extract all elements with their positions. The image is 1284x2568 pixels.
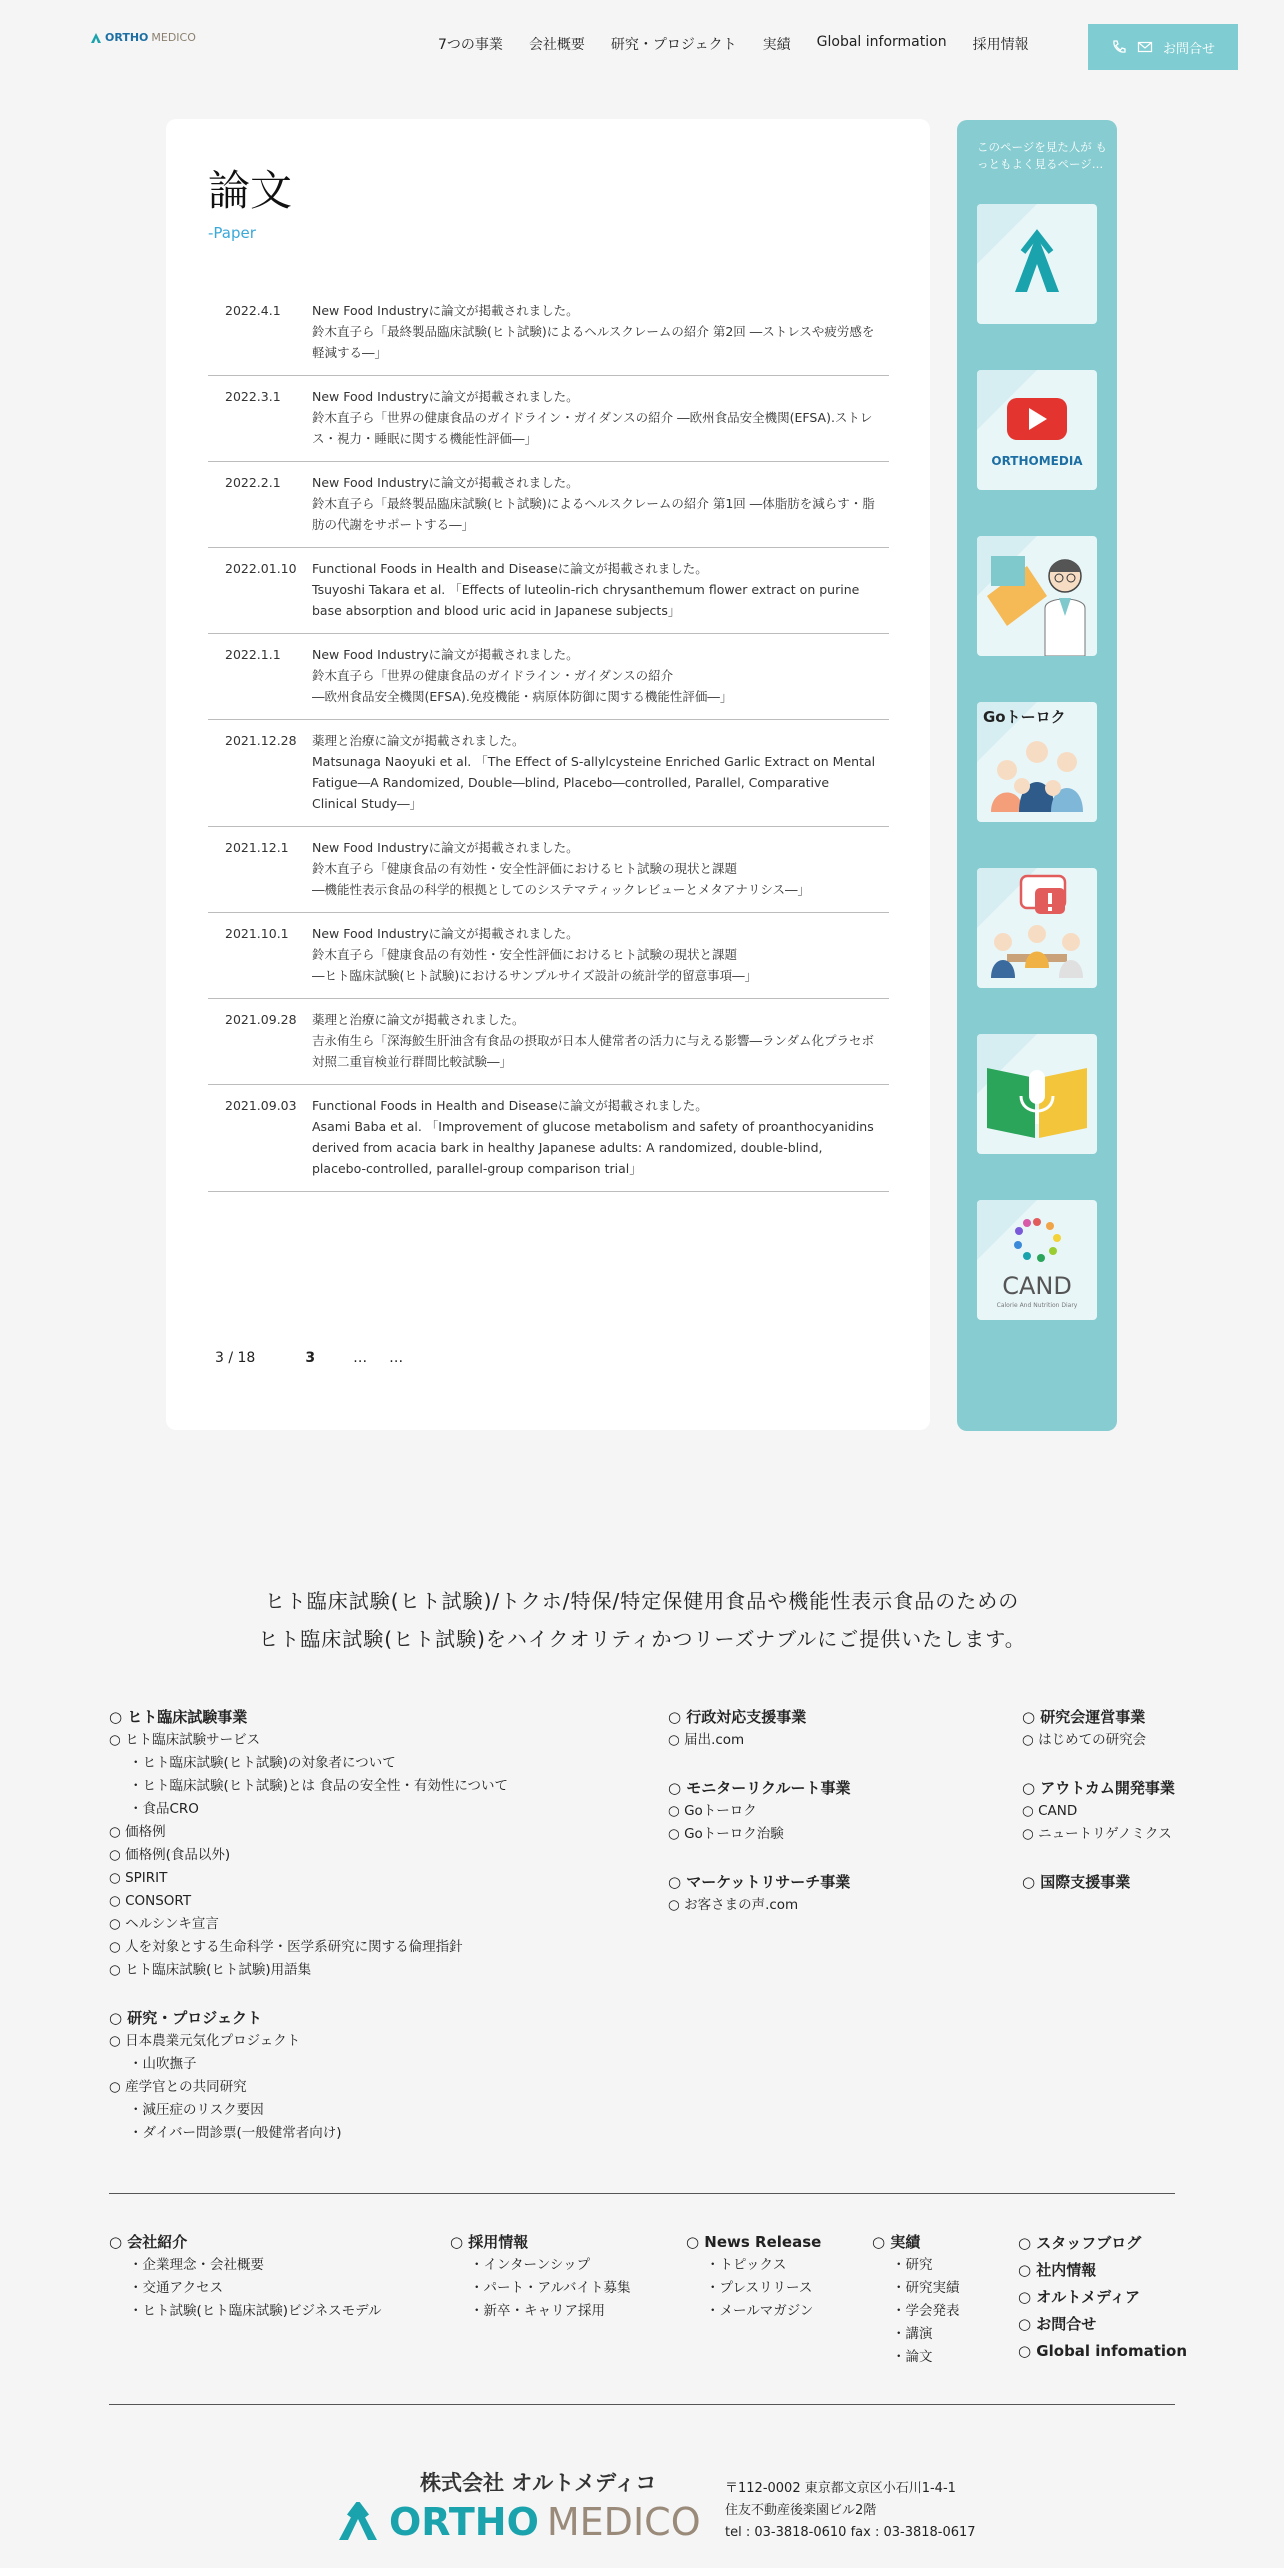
paper-date: 2022.3.1	[225, 389, 281, 404]
paper-line: 薬理と治療に論文が掲載されました。	[312, 733, 525, 748]
paper-line: Functional Foods in Health and Diseaseに論文が掲載されました。	[312, 1098, 708, 1113]
sitemap-link[interactable]: ○ CONSORT	[109, 1893, 192, 1909]
sitemap-heading[interactable]: ○ 研究会運営事業	[1022, 1708, 1146, 1726]
sitemap-link[interactable]: ○ SPIRIT	[109, 1870, 168, 1886]
sidebar-tile-ortho-media[interactable]	[977, 370, 1097, 490]
sidebar-tile-cand[interactable]	[977, 1200, 1097, 1320]
nav-item-results[interactable]: 実績	[762, 37, 791, 53]
sitemap-link[interactable]: ○ ヒト臨床試験サービス	[109, 1732, 261, 1748]
sitemap-link[interactable]: ・ダイバー問診票(一般健常者向け)	[129, 2125, 342, 2141]
paper-line: 鈴木直子ら「最終製品臨床試験(ヒト試験)によるヘルスクレームの紹介 第1回 ―体脂肪を減らす・脂肪の代謝をサポートする―」	[312, 496, 875, 532]
paper-text	[312, 1095, 889, 1179]
sitemap-link[interactable]: ○ ニュートリゲノミクス	[1022, 1826, 1172, 1842]
paper-row[interactable]	[208, 462, 889, 548]
cand-label: CAND	[1002, 1272, 1072, 1300]
tagline	[0, 1582, 1284, 1658]
address-line: 〒112-0002 東京都文京区小石川1-4-1	[725, 2481, 956, 2496]
footer-link[interactable]: ・新卒・キャリア採用	[470, 2303, 605, 2319]
paper-row[interactable]	[208, 634, 889, 720]
paper-line: 鈴木直子ら「健康食品の有効性・安全性評価におけるヒト試験の現状と課題	[312, 947, 738, 962]
sidebar-title: このページを見た人が もっともよく見るページ…	[977, 140, 1107, 171]
main-nav	[438, 34, 1055, 54]
footer-link[interactable]: ・メールマガジン	[706, 2303, 814, 2319]
paper-row[interactable]	[208, 376, 889, 462]
sitemap-col-2	[668, 1705, 968, 1917]
footer-heading[interactable]: ○ 採用情報	[450, 2233, 529, 2251]
page-subtitle: -Paper	[208, 224, 256, 242]
paper-date: 2021.10.1	[225, 926, 289, 941]
spacer	[109, 1982, 669, 2006]
sitemap-heading[interactable]: ○ 研究・プロジェクト	[109, 2009, 263, 2027]
paper-row[interactable]	[208, 1085, 889, 1192]
sitemap-link[interactable]: ○ 価格例	[109, 1824, 166, 1840]
nav-item-recruit[interactable]: 採用情報	[972, 37, 1029, 53]
sitemap-heading[interactable]: ○ ヒト臨床試験事業	[109, 1708, 248, 1726]
go-touroku-label	[983, 706, 1066, 727]
paper-line: New Food Industryに論文が掲載されました。	[312, 389, 579, 404]
pager-position: 3 / 18	[215, 1350, 256, 1366]
sitemap-heading[interactable]: ○ アウトカム開発事業	[1022, 1779, 1175, 1797]
footer-link[interactable]: ・論文	[892, 2349, 933, 2365]
paper-date: 2021.12.1	[225, 840, 289, 855]
sidebar-tile-ortho-logo[interactable]	[977, 204, 1097, 324]
paper-text	[312, 837, 889, 900]
sitemap-link[interactable]: ・減圧症のリスク要因	[129, 2102, 264, 2118]
paper-line: ―欧州食品安全機関(EFSA).免疫機能・病原体防御に関する機能性評価―」	[312, 689, 733, 704]
nav-item-company[interactable]: 会社概要	[528, 37, 585, 53]
paper-line: 薬理と治療に論文が掲載されました。	[312, 1012, 525, 1027]
paper-date: 2022.1.1	[225, 647, 281, 662]
paper-date: 2022.4.1	[225, 303, 281, 318]
tagline-line: ヒト臨床試験(ヒト試験)/トクホ/特保/特定保健用食品や機能性表示食品のための	[264, 1589, 1020, 1613]
paper-date: 2022.2.1	[225, 475, 281, 490]
paper-row[interactable]	[208, 999, 889, 1085]
ortho-media-label: ORTHOMEDIA	[991, 454, 1083, 468]
page-title: 論文	[208, 166, 293, 215]
footer-heading[interactable]: ○ オルトメディア	[1018, 2288, 1140, 2306]
sitemap-heading[interactable]: ○ マーケットリサーチ事業	[668, 1873, 851, 1891]
spacer	[668, 1752, 968, 1776]
sitemap-link[interactable]: ・ヒト臨床試験(ヒト試験)とは 食品の安全性・有効性について	[129, 1778, 509, 1794]
header-logo[interactable]	[90, 31, 196, 44]
sitemap-heading[interactable]: ○ モニターリクルート事業	[668, 1779, 851, 1797]
discussion-illustration-icon	[977, 868, 1097, 988]
footer-heading[interactable]: ○ スタッフブログ	[1018, 2234, 1142, 2252]
paper-line: 鈴木直子ら「世界の健康食品のガイドライン・ガイダンスの紹介 ―欧州食品安全機関(EFSA).ストレス・視力・睡眠に関する機能性評価―」	[312, 410, 873, 446]
sidebar-tile-podcast[interactable]	[977, 1034, 1097, 1154]
paper-date: 2022.01.10	[225, 561, 297, 576]
logo-text-sub: MEDICO	[546, 2500, 701, 2544]
youtube-icon	[977, 370, 1097, 490]
logo-text-sub: MEDICO	[151, 31, 196, 44]
sitemap-link[interactable]: ・食品CRO	[129, 1801, 199, 1817]
footer-link[interactable]: ・研究実績	[892, 2280, 960, 2296]
paper-line: 鈴木直子ら「最終製品臨床試験(ヒト試験)によるヘルスクレームの紹介 第2回 ―ストレスや疲労感を軽減する―」	[312, 324, 875, 360]
go-touroku-text: Goトーロク	[983, 708, 1066, 726]
footer-col-results	[872, 2230, 1002, 2369]
logo-text-main: ORTHO	[105, 31, 149, 44]
paper-line: New Food Industryに論文が掲載されました。	[312, 475, 579, 490]
sitemap-link[interactable]: ・山吹撫子	[129, 2056, 197, 2072]
pager-ellipsis[interactable]: …	[353, 1350, 368, 1366]
pagination	[215, 1350, 425, 1366]
paper-row[interactable]	[208, 827, 889, 913]
sitemap-link[interactable]: ○ ヒト臨床試験(ヒト試験)用語集	[109, 1962, 312, 1978]
paper-line: Matsunaga Naoyuki et al. 「The Effect of S-allylcysteine Enriched Garlic Extract on Mental Fatigue―A Randomized, Double―blind, Placebo―controlled, Parallel, Comparative Clinical Study―」	[312, 754, 876, 811]
mail-icon	[1137, 39, 1153, 55]
paper-line: Asami Baba et al. 「Improvement of glucose metabolism and safety of proanthocyanidins derived from acacia bark in healthy Japanese adults: A randomized, double-blind, placebo-controlled, parallel-group comparison trial」	[312, 1119, 874, 1176]
footer-link[interactable]: ・ヒト試験(ヒト臨床試験)ビジネスモデル	[129, 2303, 382, 2319]
footer-link[interactable]: ・研究	[892, 2257, 933, 2273]
cand-sub-label: Calorie And Nutrition Diary	[996, 1302, 1078, 1309]
paper-row[interactable]	[208, 290, 889, 376]
spacer	[668, 1846, 968, 1870]
company-address	[725, 2478, 976, 2544]
sitemap-link[interactable]: ○ 産学官との共同研究	[109, 2079, 247, 2095]
tel-fax: tel : 03-3818-0610 fax : 03-3818-0617	[725, 2525, 976, 2540]
logo-text-main: ORTHO	[389, 2500, 539, 2544]
footer-link[interactable]: ・プレスリリース	[706, 2280, 813, 2296]
doctor-illustration-icon	[977, 536, 1097, 656]
ortho-logo-icon	[977, 204, 1097, 324]
sidebar-tile-doctor[interactable]	[977, 536, 1097, 656]
book-microphone-icon	[977, 1034, 1097, 1154]
paper-line: ―機能性表示食品の科学的根拠としてのシステマティックレビューとメタアナリシス―」	[312, 882, 811, 897]
sidebar-tile-discussion[interactable]	[977, 868, 1097, 988]
company-name: 株式会社 オルトメディコ	[420, 2471, 657, 2495]
footer-divider	[109, 2193, 1175, 2194]
sitemap-link[interactable]: ○ 価格例(食品以外)	[109, 1847, 231, 1863]
paper-line: 鈴木直子ら「健康食品の有効性・安全性評価におけるヒト試験の現状と課題	[312, 861, 738, 876]
footer-heading[interactable]: ○ Global infomation	[1018, 2342, 1187, 2360]
footer-link[interactable]: ・企業理念・会社概要	[129, 2257, 264, 2273]
paper-text	[312, 472, 889, 535]
nav-item-business[interactable]: 7つの事業	[438, 37, 503, 53]
footer-divider	[109, 2404, 1175, 2405]
nav-item-global[interactable]: Global information	[816, 34, 947, 50]
footer-heading[interactable]: ○ News Release	[686, 2233, 822, 2251]
footer-logo[interactable]	[335, 2500, 701, 2544]
nav-item-research[interactable]: 研究・プロジェクト	[610, 37, 737, 53]
footer-link[interactable]: ・トピックス	[706, 2257, 787, 2273]
footer-heading[interactable]: ○ お問合せ	[1018, 2315, 1097, 2333]
paper-text	[312, 644, 889, 707]
sitemap-link[interactable]: ○ CAND	[1022, 1803, 1078, 1819]
logo-mark-icon	[335, 2502, 381, 2542]
footer-link[interactable]: ・交通アクセス	[129, 2280, 224, 2296]
sitemap-link[interactable]: ○ 人を対象とする生命科学・医学系研究に関する倫理指針	[109, 1939, 463, 1955]
paper-text	[312, 730, 889, 814]
sitemap-link[interactable]: ○ 届出.com	[668, 1732, 745, 1748]
sitemap-heading[interactable]: ○ 行政対応支援事業	[668, 1708, 807, 1726]
paper-text	[312, 923, 889, 986]
paper-line: New Food Industryに論文が掲載されました。	[312, 303, 579, 318]
paper-line: New Food Industryに論文が掲載されました。	[312, 647, 579, 662]
footer-heading[interactable]: ○ 会社紹介	[109, 2233, 188, 2251]
sitemap-link[interactable]: ○ お客さまの声.com	[668, 1897, 799, 1913]
footer-link[interactable]: ・パート・アルバイト募集	[470, 2280, 631, 2296]
paper-text	[312, 558, 889, 621]
paper-text	[312, 386, 889, 449]
sitemap-col-3	[1022, 1705, 1202, 1894]
paper-text	[312, 1009, 889, 1072]
paper-text	[312, 300, 889, 363]
footer-col-company	[109, 2230, 439, 2323]
spacer	[1022, 1752, 1202, 1776]
contact-button[interactable]	[1088, 24, 1238, 70]
paper-row[interactable]	[208, 548, 889, 634]
footer-heading[interactable]: ○ 社内情報	[1018, 2261, 1097, 2279]
footer-heading[interactable]: ○ 実績	[872, 2233, 921, 2251]
paper-line: 吉永侑生ら「深海鮫生肝油含有食品の摂取が日本人健常者の活力に与える影響―ランダム化プラセボ対照二重盲検並行群間比較試験―」	[312, 1033, 875, 1069]
footer-link[interactable]: ・学会発表	[892, 2303, 960, 2319]
footer-link[interactable]: ・インターンシップ	[470, 2257, 591, 2273]
paper-line: 鈴木直子ら「世界の健康食品のガイドライン・ガイダンスの紹介	[312, 668, 674, 683]
sitemap-link[interactable]: ○ Goトーロク	[668, 1803, 757, 1819]
paper-row[interactable]	[208, 913, 889, 999]
sitemap-col-1	[109, 1705, 669, 2145]
tagline-line: ヒト臨床試験(ヒト試験)をハイクオリティかつリーズナブルにご提供いたします。	[258, 1627, 1026, 1651]
sitemap-link[interactable]: ○ ヘルシンキ宣言	[109, 1916, 219, 1932]
pager-current[interactable]: 3	[305, 1350, 316, 1366]
address-line: 住友不動産後楽園ビル2階	[725, 2503, 877, 2518]
paper-line: ―ヒト臨床試験(ヒト試験)におけるサンプルサイズ設計の統計学的留意事項―」	[312, 968, 758, 983]
spacer	[1022, 1846, 1202, 1870]
paper-date: 2021.09.03	[225, 1098, 297, 1113]
footer-link[interactable]: ・講演	[892, 2326, 933, 2342]
footer-col-others	[1018, 2230, 1198, 2365]
paper-list	[208, 290, 889, 1192]
paper-line: Functional Foods in Health and Diseaseに論文が掲載されました。	[312, 561, 708, 576]
sitemap-link[interactable]: ○ はじめての研究会	[1022, 1732, 1147, 1748]
sitemap-heading[interactable]: ○ 国際支援事業	[1022, 1873, 1131, 1891]
footer-col-recruit	[450, 2230, 670, 2323]
sitemap-link[interactable]: ・ヒト臨床試験(ヒト試験)の対象者について	[129, 1755, 396, 1771]
sidebar-tile-go-touroku[interactable]	[977, 702, 1097, 822]
contact-label: お問合せ	[1162, 41, 1215, 57]
paper-date: 2021.09.28	[225, 1012, 297, 1027]
phone-icon	[1111, 39, 1127, 55]
paper-line: New Food Industryに論文が掲載されました。	[312, 926, 579, 941]
paper-line: Tsuyoshi Takara et al. 「Effects of luteolin-rich chrysanthemum flower extract on purine base absorption and blood uric acid in Japanese subjects」	[312, 582, 860, 618]
paper-row[interactable]	[208, 720, 889, 827]
sitemap-link[interactable]: ○ 日本農業元気化プロジェクト	[109, 2033, 301, 2049]
footer-col-news	[686, 2230, 866, 2323]
paper-date: 2021.12.28	[225, 733, 297, 748]
logo-mark-icon	[90, 32, 102, 44]
sitemap-link[interactable]: ○ Goトーロク治験	[668, 1826, 784, 1842]
paper-line: New Food Industryに論文が掲載されました。	[312, 840, 579, 855]
pager-ellipsis[interactable]: …	[389, 1350, 404, 1366]
